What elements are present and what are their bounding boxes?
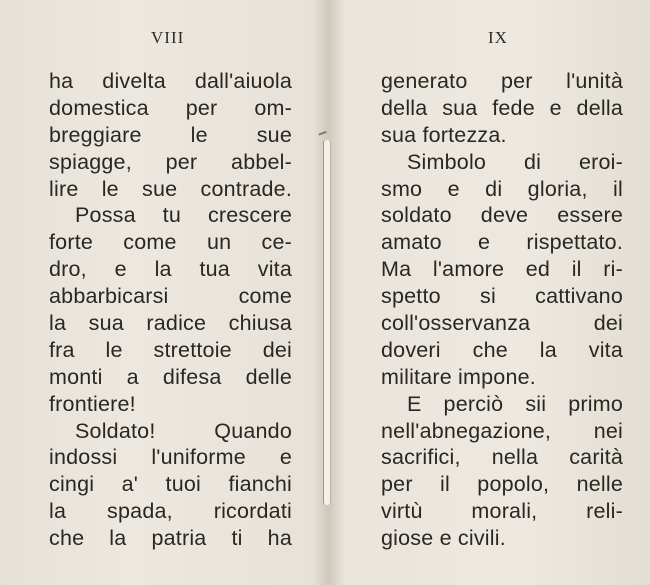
left-page-text	[49, 68, 292, 552]
text-line: giose e civili.	[381, 526, 506, 551]
text-line: domestica per om-	[49, 95, 292, 120]
text-line: smo e di gloria, il	[381, 176, 623, 201]
text-line: monti a difesa delle	[49, 364, 292, 389]
text-line: fra le strettoie dei	[49, 337, 292, 362]
text-line: la spada, ricordati	[49, 499, 292, 524]
text-line: dro, e la tua vita	[49, 257, 292, 282]
text-line: per il popolo, nelle	[381, 472, 623, 497]
text-line: Possa tu crescere	[75, 203, 292, 228]
text-line: generato per l'unità	[381, 69, 623, 93]
right-page	[330, 0, 650, 585]
text-line: amato e rispettato.	[381, 230, 623, 255]
text-line: nell'abnegazione, nei	[381, 418, 623, 443]
left-page	[0, 0, 322, 585]
text-line: cingi a' tuoi fianchi	[49, 472, 292, 497]
text-line: soldato deve essere	[381, 203, 623, 228]
text-line: sua fortezza.	[381, 122, 507, 147]
text-line: la sua radice chiusa	[49, 311, 292, 336]
page-number-left: VIII	[151, 28, 185, 47]
text-line: indossi l'uniforme e	[49, 445, 292, 470]
text-line: spetto si cattivano	[381, 284, 623, 309]
text-line: frontiere!	[49, 391, 136, 416]
text-line: forte come un ce-	[49, 230, 292, 255]
text-line: spiagge, per abbel-	[49, 149, 292, 174]
text-line: della sua fede e della	[381, 95, 623, 120]
text-line: Ma l'amore ed il ri-	[381, 257, 623, 282]
right-page-text	[381, 68, 623, 552]
text-line: doveri che la vita	[381, 337, 623, 362]
page-number-right: IX	[488, 28, 508, 47]
text-line: virtù morali, reli-	[381, 499, 623, 524]
text-line: abbarbicarsi come	[49, 284, 292, 309]
text-line: ha divelta dall'aiuola	[49, 69, 292, 93]
text-line: sacrifici, nella carità	[381, 445, 623, 470]
text-line: che la patria ti ha	[49, 526, 292, 551]
text-line: militare impone.	[381, 364, 536, 389]
text-line: breggiare le sue	[49, 122, 292, 147]
text-line: Simbolo di eroi-	[407, 149, 623, 174]
text-line: Soldato! Quando	[75, 418, 292, 443]
text-line: coll'osservanza dei	[381, 311, 623, 336]
text-line: E perciò sii primo	[407, 391, 623, 416]
text-line: lire le sue contrade.	[49, 176, 292, 201]
